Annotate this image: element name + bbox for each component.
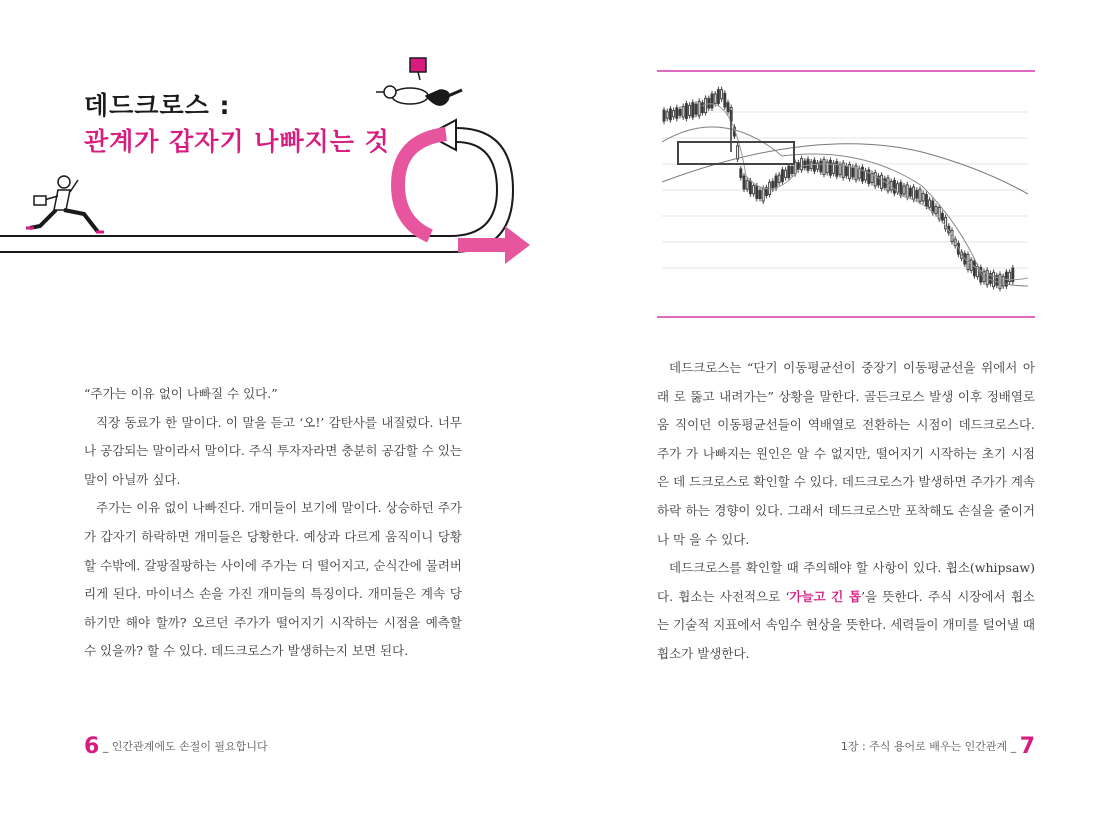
candle-body — [845, 166, 847, 176]
candle-body — [669, 109, 671, 120]
candle-body — [839, 165, 841, 175]
candle-body — [698, 101, 700, 115]
left-body-text — [84, 380, 462, 666]
candle-body — [861, 167, 863, 181]
candle-body — [858, 169, 860, 178]
candle-body — [785, 170, 787, 177]
candle-body — [689, 105, 691, 115]
stock-chart — [662, 86, 1028, 300]
candle-body — [900, 183, 902, 196]
right-body-text — [657, 354, 1035, 669]
candle-body — [874, 173, 876, 186]
candle-body — [740, 169, 742, 178]
chart-top-rule — [657, 70, 1035, 72]
page-number: 7 — [1019, 734, 1035, 759]
candle-body — [941, 213, 943, 220]
pink-arc — [398, 134, 446, 236]
candle-body — [663, 110, 665, 121]
candle-body — [813, 160, 815, 171]
candle-body — [778, 175, 780, 182]
candle-body — [993, 272, 995, 286]
candle-body — [717, 90, 719, 104]
price-candles — [663, 87, 1014, 292]
candle-body — [749, 181, 751, 194]
candle-body — [884, 179, 886, 188]
candle-body — [673, 111, 675, 117]
candle-body — [919, 189, 921, 201]
candle-body — [906, 185, 908, 197]
candle-body — [909, 188, 911, 196]
candle-body — [682, 107, 684, 117]
candle-body — [762, 189, 764, 201]
candle-body — [695, 104, 697, 114]
chart-bottom-rule — [657, 316, 1035, 318]
candle-body — [772, 181, 774, 189]
candle-body — [781, 170, 783, 182]
candle-body — [788, 166, 790, 178]
candle-body — [868, 170, 870, 184]
left-footer — [84, 734, 268, 759]
dead-cross-box — [678, 142, 794, 164]
candle-body — [714, 94, 716, 103]
candle-body — [679, 109, 681, 115]
candle-body — [973, 261, 975, 276]
opening-quote: “주가는 이유 없이 나빠질 수 있다.” — [84, 386, 278, 401]
paragraph: 직장 동료가 한 말이다. 이 말을 듣고 ‘오!’ 감탄사를 내질렀다. 너무 나 공감되는 말이라서 말이다. 주식 투자자라면 충분히 공감할 수 있는 말이 아닐까 싶다. — [84, 414, 462, 487]
candle-body — [881, 175, 883, 188]
candle-body — [743, 176, 745, 189]
candle-body — [916, 190, 918, 198]
candle-body — [759, 191, 761, 199]
candle-body — [791, 167, 793, 174]
candle-body — [746, 181, 748, 189]
candle-body — [913, 187, 915, 199]
candle-body — [903, 186, 905, 194]
candle-body — [676, 108, 678, 119]
candle-body — [721, 90, 723, 99]
running-title: 1장 : 주식 용어로 배우는 인간관계 _ — [840, 740, 1017, 753]
candle-body — [711, 94, 713, 108]
candle-body — [737, 146, 739, 159]
candle-body — [775, 176, 777, 188]
paragraph: 데드크로스는 “단기 이동평균선이 중장기 이동평균선을 위에서 아래 로 뚫고 내려가는” 상황을 말한다. 골든크로스 발생 이후 정배열로 움 직이던 이동평균선들이 역배열로 전환하는 시점이 데드크로스다. 주가 가 나빠지는 원인은 알 수 없지만, 떨어지기 시작하는 초기 시점은 데 드크로스로 확인할 수 있다. 데드크로스가 발생하면 주가가 계속 하락 하는 경향이 있다. 그래서 데드크로스만 포착해도 손실을 줄이거나 막 을 수 있다. — [657, 360, 1035, 547]
candle-body — [1009, 272, 1011, 281]
left-page — [0, 0, 559, 813]
candle-body — [925, 195, 927, 207]
candle-body — [922, 194, 924, 201]
paragraph: 주가는 이유 없이 나빠진다. 개미들이 보기에 말이다. 상승하던 주가 가 갑자기 하락하면 개미들은 당황한다. 예상과 다르게 움직이니 당황 할 수밖에. 갈팡질팡하는 사이에 주가는 더 떨어지고, 순식간에 물려버 리게 된다. 마이너스 손을 가진 개미들의 특징이다. 개미들은 계속 당 하기만 해야 할까? 오르던 주가가 떨어지기 시작하는 시점을 예측할 수 있을까? 할 수 있다. 데드크로스가 발생하는지 보면 된다. — [84, 500, 462, 659]
candle-body — [893, 180, 895, 193]
candle-body — [852, 167, 854, 177]
candle-body — [823, 159, 825, 174]
candle-body — [727, 103, 729, 112]
right-footer — [841, 734, 1035, 759]
paragraph — [657, 554, 1035, 668]
running-person-figure — [26, 176, 104, 232]
candle-body — [935, 207, 937, 214]
candle-body — [1002, 277, 1004, 286]
candle-body — [929, 200, 931, 207]
candle-body — [701, 103, 703, 113]
candle-body — [692, 103, 694, 118]
candle-body — [829, 160, 831, 175]
candle-body — [666, 112, 668, 118]
candle-body — [804, 161, 806, 168]
page-number: 6 — [84, 734, 100, 759]
chapter-title — [84, 88, 390, 160]
highlighted-term: 가늘고 긴 톱 — [789, 588, 862, 604]
text-run: ’을 뜻한다. 주식 시장에서 휩소는 기술적 지표에서 속임수 현상을 뜻한다. 세력들이 개미를 털어낼 때 휩소가 발생한다. — [657, 588, 1035, 661]
candle-body — [753, 186, 755, 194]
title-line-1: 데드크로스 : — [84, 91, 231, 120]
candle-body — [756, 186, 758, 199]
candle-body — [999, 274, 1001, 288]
right-page — [560, 0, 1119, 813]
candle-body — [685, 104, 687, 119]
candle-body — [705, 98, 707, 112]
pink-arrow — [458, 226, 530, 264]
candle-body — [708, 98, 710, 108]
candle-body — [820, 161, 822, 172]
running-title: _ 인간관계에도 손절이 필요합니다 — [102, 740, 268, 753]
chart-gridlines — [662, 112, 1028, 268]
title-line-2: 관계가 갑자기 나빠지는 것 — [84, 127, 390, 156]
text-run: 데드크로스를 확인할 때 주의해야 할 사항이 있다. 휩소(whipsaw)다. 휩소는 사전적으로 ‘ — [657, 560, 1035, 604]
candle-body — [836, 162, 838, 177]
candle-body — [724, 93, 726, 107]
candle-body — [797, 163, 799, 170]
